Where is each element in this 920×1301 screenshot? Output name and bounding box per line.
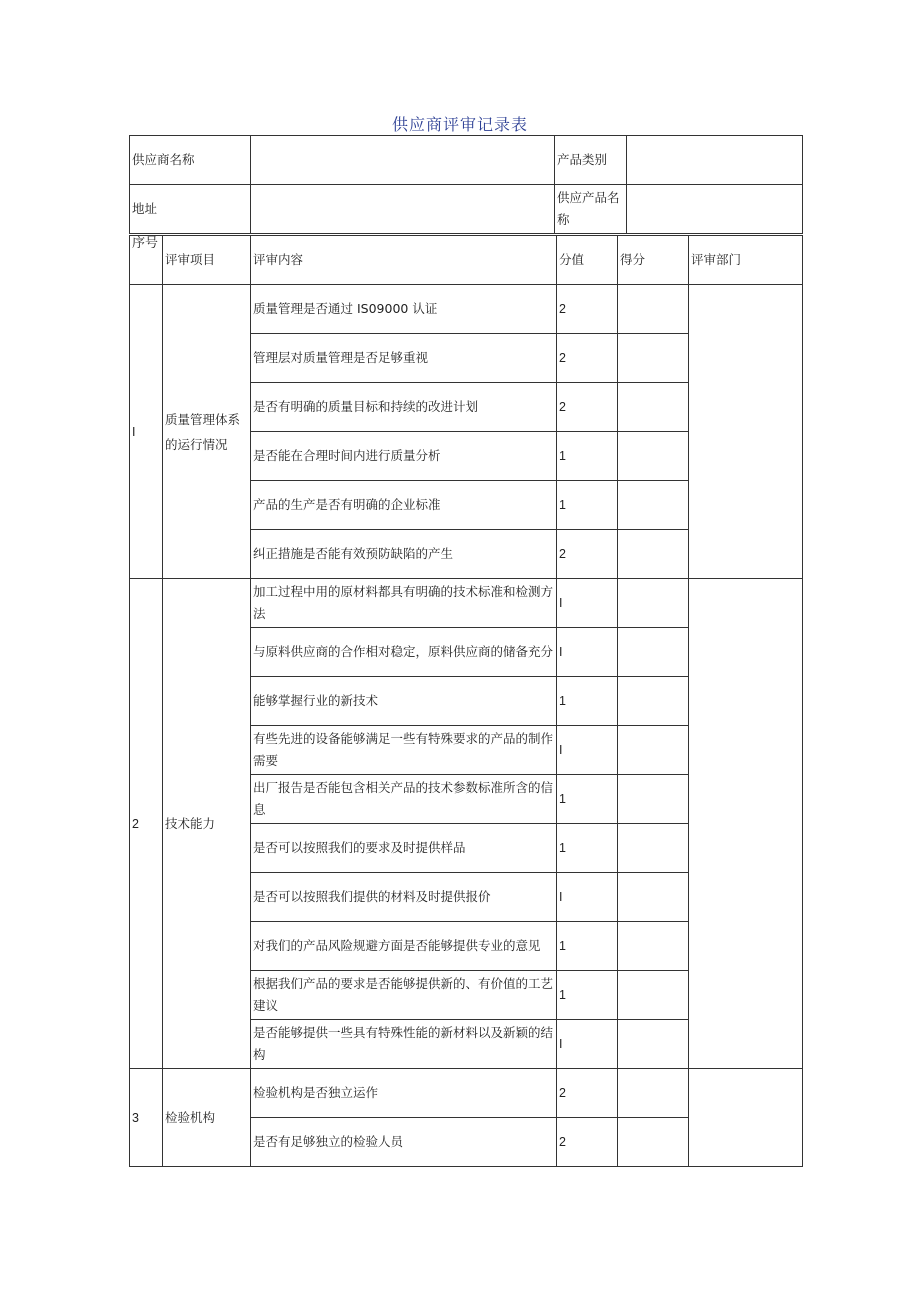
score-value: 1 [557,677,618,726]
score-value: I [557,873,618,922]
review-content: 是否可以按照我们的要求及时提供样品 [251,824,557,873]
table-row [130,285,803,334]
table-row [130,579,803,628]
score-value: 1 [557,481,618,530]
score-value: I [557,726,618,775]
review-items-table [129,235,803,1167]
score-input[interactable] [618,579,689,628]
supplied-product-label: 供应产品名称 [555,185,627,234]
product-category-field[interactable] [627,136,803,185]
section-item: 检验机构 [163,1069,251,1167]
address-field[interactable] [251,185,555,234]
score-input[interactable] [618,530,689,579]
product-category-label: 产品类别 [555,136,627,185]
score-value: I [557,1020,618,1069]
score-value: 2 [557,334,618,383]
score-value: I [557,628,618,677]
table-row [130,1069,803,1118]
score-value: 1 [557,971,618,1020]
review-content: 是否有明确的质量目标和持续的改进计划 [251,383,557,432]
review-content: 与原料供应商的合作相对稳定，原料供应商的储备充分 [251,628,557,677]
col-content-header: 评审内容 [251,236,557,285]
score-value: 1 [557,775,618,824]
score-input[interactable] [618,1069,689,1118]
score-input[interactable] [618,628,689,677]
review-content: 能够掌握行业的新技术 [251,677,557,726]
address-label: 地址 [130,185,251,234]
section-seq: 3 [130,1069,163,1167]
score-input[interactable] [618,1020,689,1069]
section-seq: I [130,285,163,579]
score-input[interactable] [618,383,689,432]
review-content: 纠正措施是否能有效预防缺陷的产生 [251,530,557,579]
supplier-name-label: 供应商名称 [130,136,251,185]
section-item: 技术能力 [163,579,251,1069]
score-value: 2 [557,530,618,579]
supplied-product-field[interactable] [627,185,803,234]
score-input[interactable] [618,677,689,726]
review-content: 有些先进的设备能够满足一些有特殊要求的产品的制作需要 [251,726,557,775]
review-content: 根据我们产品的要求是否能够提供新的、有价值的工艺建议 [251,971,557,1020]
review-content: 是否可以按照我们提供的材料及时提供报价 [251,873,557,922]
section-item: 质量管理体系的运行情况 [163,285,251,579]
score-value: 2 [557,1069,618,1118]
score-value: 2 [557,383,618,432]
review-content: 检验机构是否独立运作 [251,1069,557,1118]
review-content: 出厂报告是否能包含相关产品的技术参数标准所含的信息 [251,775,557,824]
score-input[interactable] [618,775,689,824]
supplier-review-table [129,135,803,234]
col-dept-header: 评审部门 [689,236,803,285]
score-value: 1 [557,922,618,971]
score-value: I [557,579,618,628]
score-input[interactable] [618,922,689,971]
review-content: 质量管理是否通过 IS09000 认证 [251,285,557,334]
review-content: 是否有足够独立的检验人员 [251,1118,557,1167]
form-title: 供应商评审记录表 [391,115,528,134]
score-input[interactable] [618,873,689,922]
score-value: 2 [557,285,618,334]
score-input[interactable] [618,285,689,334]
supplier-name-row [130,136,803,185]
review-content: 加工过程中用的原材料都具有明确的技术标准和检测方法 [251,579,557,628]
score-value: 2 [557,1118,618,1167]
score-value: 1 [557,824,618,873]
score-input[interactable] [618,1118,689,1167]
section-seq: 2 [130,579,163,1069]
dept-input[interactable] [689,1069,803,1167]
review-content: 管理层对质量管理是否足够重视 [251,334,557,383]
review-content: 是否能够提供一些具有特殊性能的新材料以及新颖的结构 [251,1020,557,1069]
score-input[interactable] [618,824,689,873]
dept-input[interactable] [689,285,803,579]
score-input[interactable] [618,432,689,481]
score-input[interactable] [618,334,689,383]
col-seq-header: 序号 [130,236,163,285]
address-row [130,185,803,234]
col-score-header: 得分 [618,236,689,285]
review-content: 产品的生产是否有明确的企业标准 [251,481,557,530]
review-content: 对我们的产品风险规避方面是否能够提供专业的意见 [251,922,557,971]
supplier-name-field[interactable] [251,136,555,185]
review-content: 是否能在合理时间内进行质量分析 [251,432,557,481]
col-item-header: 评审项目 [163,236,251,285]
column-header-row [130,236,803,285]
col-value-header: 分值 [557,236,618,285]
score-input[interactable] [618,481,689,530]
score-input[interactable] [618,726,689,775]
score-value: 1 [557,432,618,481]
score-input[interactable] [618,971,689,1020]
dept-input[interactable] [689,579,803,1069]
